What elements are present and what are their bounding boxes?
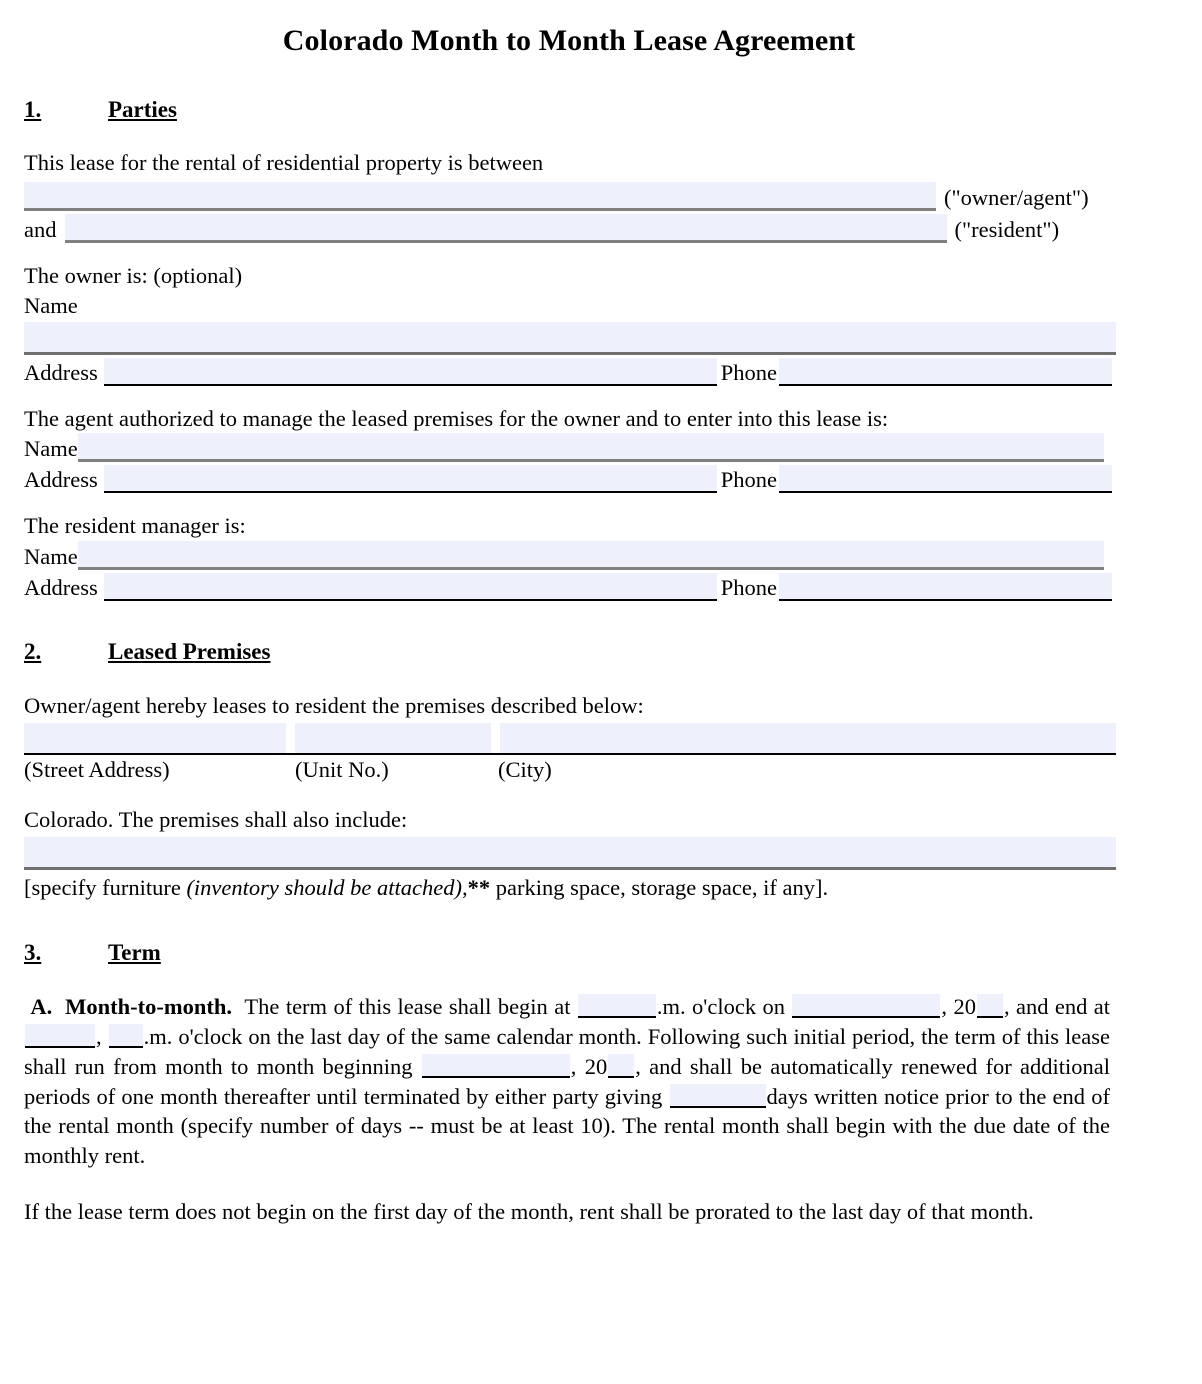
agent-block-lead: The agent authorized to manage the leased premises for the owner and to enter into this lease is: bbox=[24, 405, 889, 431]
resident-name-field[interactable] bbox=[65, 214, 947, 243]
agent-name-row bbox=[24, 433, 1132, 462]
premises-note-suffix: parking space, storage space, if any]. bbox=[490, 874, 829, 900]
parties-intro-text: This lease for the rental of residential property is between bbox=[24, 149, 544, 175]
section-number-3: 3. bbox=[24, 940, 42, 966]
manager-name-row bbox=[24, 541, 1132, 570]
agent-name-field[interactable] bbox=[78, 433, 1104, 462]
term-text-4: , and end at bbox=[1003, 993, 1111, 1019]
premises-note-italic: (inventory should be attached), bbox=[186, 874, 468, 900]
term-text-2: .m. o'clock on bbox=[656, 993, 785, 1019]
section-title-term: Term bbox=[108, 940, 161, 966]
term-month-to-month-paragraph bbox=[24, 992, 1132, 1172]
term-text-3: , 20 bbox=[941, 993, 976, 1019]
term-text-8: , and shall be automatically renewed for additional periods of one month thereafter until terminated by either party giving bbox=[24, 1053, 1110, 1109]
owner-agent-caption: ("owner/agent") bbox=[944, 184, 1089, 210]
section-title-parties: Parties bbox=[108, 96, 177, 122]
city-label: (City) bbox=[498, 756, 552, 782]
premises-note bbox=[24, 873, 1132, 903]
agent-address-field[interactable] bbox=[104, 465, 717, 493]
premises-address-fields bbox=[24, 723, 1116, 755]
owner-agent-name-row bbox=[24, 182, 1132, 211]
begin-year-field[interactable] bbox=[977, 994, 1003, 1018]
city-field[interactable] bbox=[500, 723, 1116, 753]
month-start-year-field[interactable] bbox=[608, 1054, 634, 1078]
owner-phone-field[interactable] bbox=[779, 358, 1112, 386]
section-heading-parties bbox=[24, 97, 1132, 122]
agent-name-label: Name bbox=[24, 436, 78, 462]
term-subsection-title: Month-to-month. bbox=[65, 993, 232, 1019]
unit-no-field[interactable] bbox=[295, 723, 491, 753]
manager-name-field[interactable] bbox=[78, 541, 1104, 570]
agent-address-label: Address bbox=[24, 467, 98, 493]
manager-block-lead: The resident manager is: bbox=[24, 513, 246, 539]
manager-phone-label: Phone bbox=[720, 575, 777, 601]
premises-note-prefix: [specify furniture bbox=[24, 874, 187, 900]
owner-phone-label: Phone bbox=[720, 359, 777, 385]
end-time-field[interactable] bbox=[25, 1024, 95, 1048]
term-subsection-letter: A. bbox=[30, 993, 53, 1019]
term-text-1: The term of this lease shall begin at bbox=[244, 993, 571, 1019]
agent-address-phone-row bbox=[24, 465, 1132, 493]
begin-time-field[interactable] bbox=[578, 994, 656, 1018]
section-number-1: 1. bbox=[24, 96, 42, 122]
unit-no-label: (Unit No.) bbox=[295, 756, 389, 782]
resident-caption: ("resident") bbox=[954, 216, 1060, 242]
term-text-6: .m. o'clock on the last day of the same calendar month. Following such initial period, the term of this lease shall run from month to month beginning bbox=[24, 1023, 1111, 1079]
owner-name-field[interactable] bbox=[24, 322, 1116, 355]
agent-phone-field[interactable] bbox=[779, 465, 1112, 493]
premises-note-asterisks: ** bbox=[467, 874, 491, 900]
page-title: Colorado Month to Month Lease Agreement bbox=[282, 24, 856, 57]
section-heading-leased-premises bbox=[24, 639, 1132, 664]
notice-days-field[interactable] bbox=[670, 1084, 766, 1108]
owner-address-phone-row bbox=[24, 358, 1132, 386]
term-text-9: days written notice prior to the end of the rental month (specify number of days -- must be at least 10). The rental month shall begin with the due date of the monthly rent. bbox=[24, 1083, 1111, 1169]
manager-address-phone-row bbox=[24, 573, 1132, 601]
manager-address-label: Address bbox=[24, 575, 98, 601]
end-ampm-field[interactable] bbox=[109, 1024, 143, 1048]
owner-block-lead: The owner is: (optional) bbox=[24, 262, 243, 288]
month-start-date-field[interactable] bbox=[422, 1054, 570, 1078]
manager-phone-field[interactable] bbox=[779, 573, 1112, 601]
section-number-2: 2. bbox=[24, 639, 42, 665]
resident-name-row bbox=[24, 214, 1132, 243]
state-line-text: Colorado. The premises shall also include: bbox=[24, 806, 408, 832]
manager-name-label: Name bbox=[24, 544, 78, 570]
street-address-field[interactable] bbox=[24, 723, 286, 753]
owner-agent-name-field[interactable] bbox=[24, 182, 936, 211]
field-spacer bbox=[286, 723, 295, 753]
manager-address-field[interactable] bbox=[104, 573, 717, 601]
begin-date-field[interactable] bbox=[792, 994, 940, 1018]
term-proration-paragraph: If the lease term does not begin on the first day of the month, rent shall be prorated to the last day of that month. bbox=[24, 1199, 1034, 1225]
section-heading-term bbox=[24, 940, 1132, 965]
and-label: and bbox=[24, 216, 57, 242]
leased-premises-intro: Owner/agent hereby leases to resident the premises described below: bbox=[24, 692, 644, 718]
owner-address-label: Address bbox=[24, 359, 98, 385]
term-text-5: , bbox=[96, 1023, 102, 1049]
premises-include-field[interactable] bbox=[24, 837, 1116, 870]
section-title-leased-premises: Leased Premises bbox=[108, 639, 271, 665]
premises-field-labels bbox=[24, 757, 1132, 787]
field-spacer bbox=[491, 723, 500, 753]
owner-name-label: Name bbox=[24, 292, 78, 318]
term-text-7: , 20 bbox=[570, 1053, 608, 1079]
agent-phone-label: Phone bbox=[720, 467, 777, 493]
owner-address-field[interactable] bbox=[104, 358, 717, 386]
street-address-label: (Street Address) bbox=[24, 756, 170, 782]
